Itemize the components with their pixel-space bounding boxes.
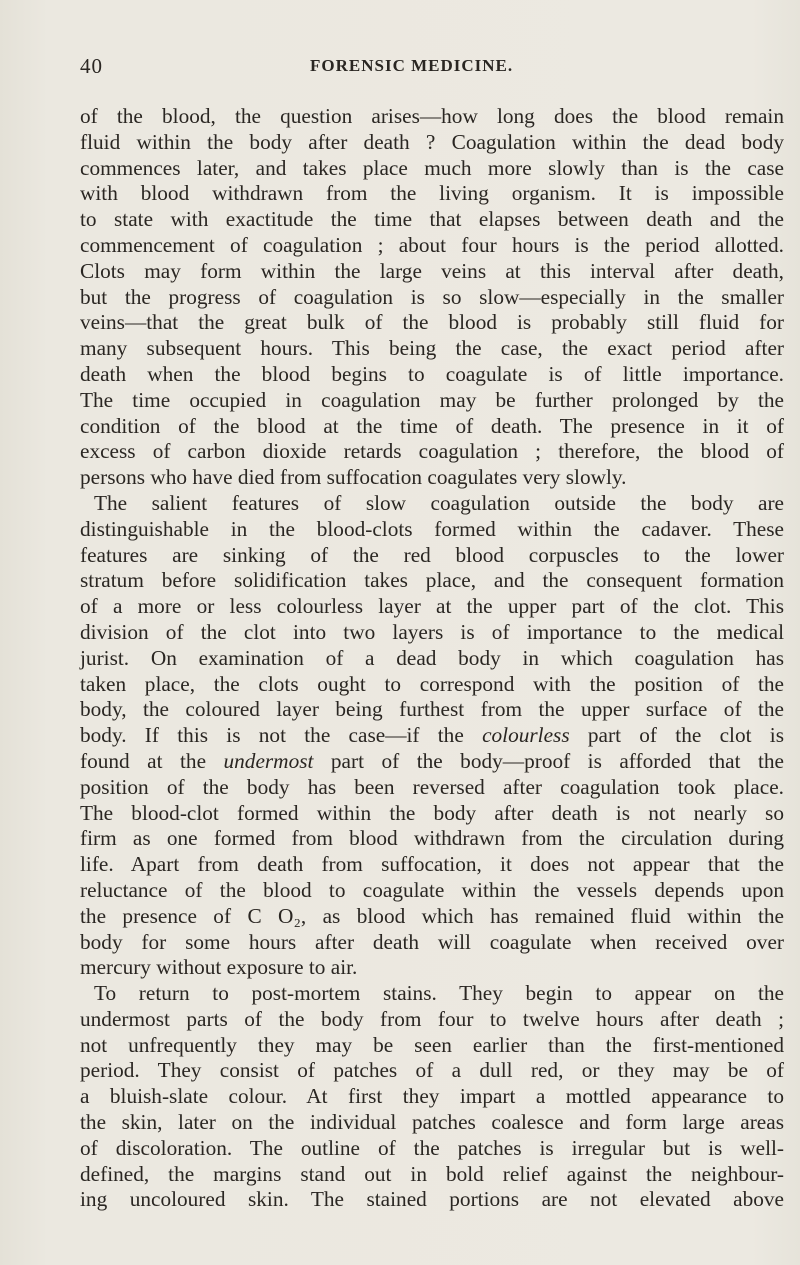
text-line: of discoloration. The outline of the patches is irregular but is well- xyxy=(80,1135,784,1160)
text-line: veins—that the great bulk of the blood is probably still fluid for xyxy=(80,310,784,335)
text-line: The time occupied in coagulation may be further prolonged by the xyxy=(80,387,784,412)
running-head xyxy=(80,50,780,80)
text-line: a bluish-slate colour. At first they impart a mottled appearance to xyxy=(80,1084,784,1109)
text-line: of the blood, the question arises—how long does the blood remain xyxy=(80,104,784,128)
text-line: found at the undermost part of the body—proof is afforded that the xyxy=(80,748,784,773)
text-line: jurist. On examination of a dead body in which coagulation has xyxy=(80,645,784,670)
text-line: taken place, the clots ought to correspond with the position of the xyxy=(80,671,784,696)
text-line: defined, the margins stand out in bold relief against the neighbour- xyxy=(80,1161,784,1186)
text-line: commencement of coagulation ; about four hours is the period allotted. xyxy=(80,232,784,257)
text-line: The blood-clot formed within the body after death is not nearly so xyxy=(80,800,784,825)
text-line: mercury without exposure to air. xyxy=(80,955,358,980)
text-line: commences later, and takes place much more slowly than is the case xyxy=(80,155,784,180)
text-line: of a more or less colourless layer at the upper part of the clot. This xyxy=(80,594,784,619)
text-line: ing uncoloured skin. The stained portions are not elevated above xyxy=(80,1187,784,1212)
text-line: undermost parts of the body from four to twelve hours after death ; xyxy=(80,1006,784,1031)
text-line: life. Apart from death from suffocation, it does not appear that the xyxy=(80,852,784,877)
text-line: stratum before solidification takes place, and the consequent formation xyxy=(80,568,784,593)
text-line: distinguishable in the blood-clots formed within the cadaver. These xyxy=(80,516,784,541)
text-line: persons who have died from suffocation coagulates very slowly. xyxy=(80,465,627,490)
text-line: division of the clot into two layers is of importance to the medical xyxy=(80,619,784,644)
text-line: body, the coloured layer being furthest from the upper surface of the xyxy=(80,697,784,722)
text-line: but the progress of coagulation is so slow—especially in the smaller xyxy=(80,284,784,309)
text-line: fluid within the body after death ? Coagulation within the dead body xyxy=(80,129,784,154)
text-line: body for some hours after death will coagulate when received over xyxy=(80,929,784,954)
text-line: body. If this is not the case—if the colourless part of the clot is xyxy=(80,723,784,748)
running-head-title: FORENSIC MEDICINE. xyxy=(310,56,514,75)
text-line: with blood withdrawn from the living organism. It is impossible xyxy=(80,181,784,206)
text-line: excess of carbon dioxide retards coagulation ; therefore, the blood of xyxy=(80,439,784,464)
text-line: reluctance of the blood to coagulate within the vessels depends upon xyxy=(80,877,784,902)
text-line: firm as one formed from blood withdrawn from the circulation during xyxy=(80,826,784,851)
text-line: many subsequent hours. This being the case, the exact period after xyxy=(80,336,784,361)
text-line: the presence of C O₂, as blood which has remained fluid within the xyxy=(80,903,784,928)
text-line: features are sinking of the red blood corpuscles to the lower xyxy=(80,542,784,567)
italic-emphasis: undermost xyxy=(223,748,314,773)
text-line: To return to post-mortem stains. They begin to appear on the xyxy=(94,981,784,1006)
page-number: 40 xyxy=(80,54,103,78)
text-line: condition of the blood at the time of death. The presence in it of xyxy=(80,413,784,438)
text-line: to state with exactitude the time that elapses between death and the xyxy=(80,207,784,232)
text-line: death when the blood begins to coagulate is of little importance. xyxy=(80,361,784,386)
text-line: the skin, later on the individual patches coalesce and form large areas xyxy=(80,1110,784,1135)
text-line: period. They consist of patches of a dull red, or they may be of xyxy=(80,1058,784,1083)
text-line: position of the body has been reversed after coagulation took place. xyxy=(80,774,784,799)
body-text xyxy=(80,104,784,1213)
text-line: Clots may form within the large veins at this interval after death, xyxy=(80,258,784,283)
text-line: not unfrequently they may be seen earlier than the first-mentioned xyxy=(80,1032,784,1057)
italic-emphasis: colourless xyxy=(482,723,570,748)
text-line: The salient features of slow coagulation outside the body are xyxy=(94,490,784,515)
